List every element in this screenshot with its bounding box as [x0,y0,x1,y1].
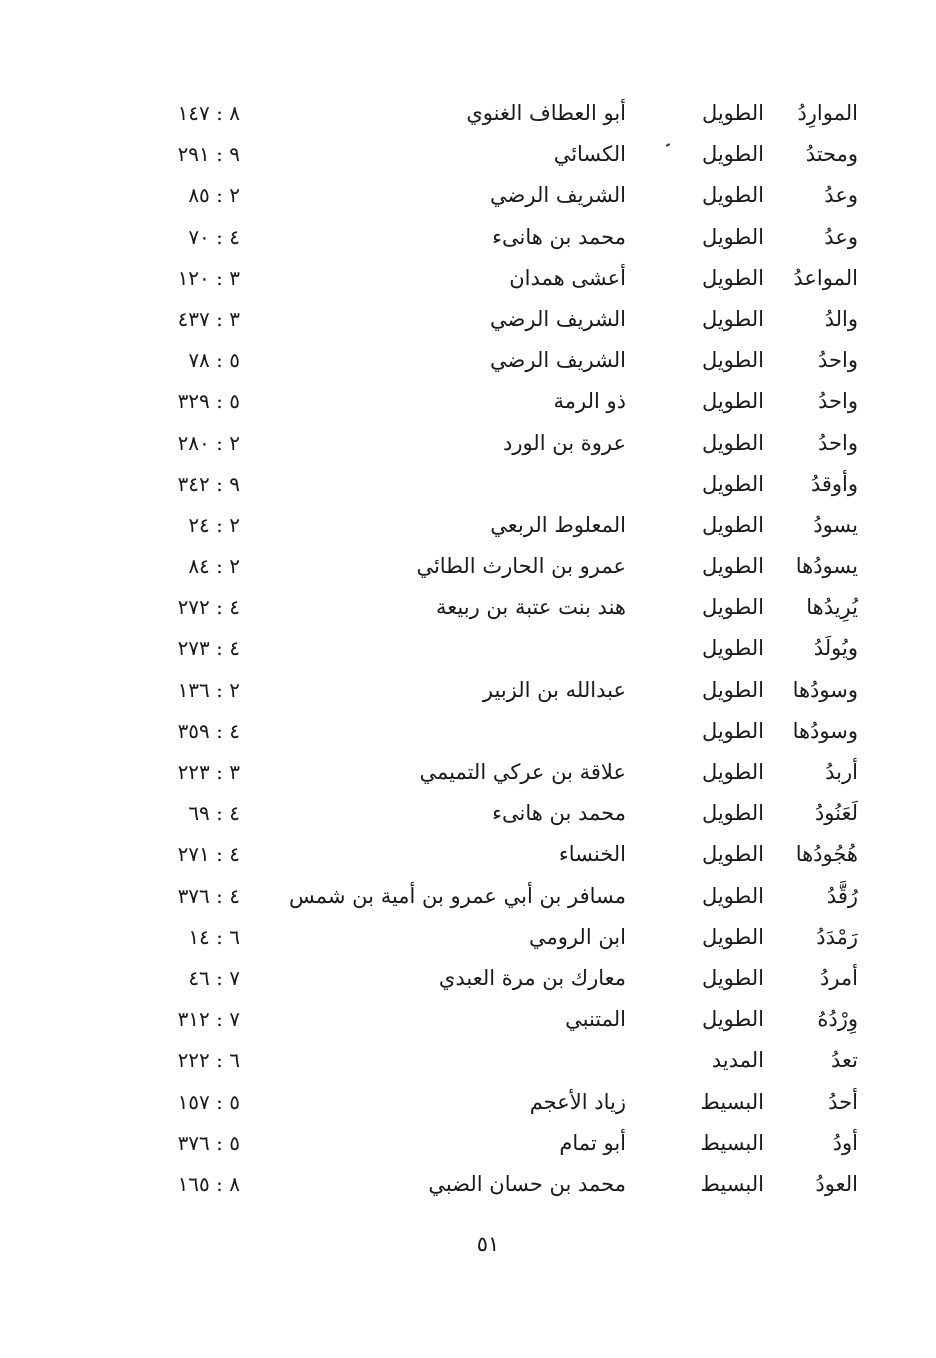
rhyme-word: وسودُها [792,718,858,743]
index-row [0,675,936,716]
poet-name: محمد بن حسان الضبي [428,1171,626,1196]
meter-name: الطويل [701,471,764,496]
rhyme-word: وأوقدُ [810,471,858,496]
rhyme-word: تعدُ [831,1048,858,1073]
meter-name: البسيط [700,1171,764,1196]
rhyme-word: هُجُودُها [795,842,858,867]
index-row [0,1004,936,1045]
poet-name: الشريف الرضي [490,183,626,208]
index-row [0,798,936,839]
rhyme-word: ومحتدُ [805,142,858,167]
volume-page-ref: ٤ : ٣٧٦ [177,883,240,908]
rhyme-word: يسودُ [813,512,858,537]
meter-name: الطويل [701,348,764,373]
rhyme-word: أودُ [832,1130,858,1155]
rhyme-word: وِرْدُهُ [817,1007,858,1032]
volume-page-ref: ٤ : ٣٥٩ [177,718,240,743]
volume-page-ref: ٢ : ٨٥ [188,183,240,208]
index-row [0,139,936,180]
volume-page-ref: ٧ : ٣١٢ [177,1007,240,1032]
volume-page-ref: ٨ : ١٤٧ [177,101,240,125]
meter-name: الطويل [701,389,764,414]
poet-name: المعلوط الربعي [490,512,626,537]
volume-page-ref: ٤ : ٧٠ [188,224,240,249]
rhyme-word: وعدُ [824,183,858,208]
index-row [0,716,936,757]
volume-page-ref: ٢ : ١٣٦ [177,677,240,702]
index-row [0,304,936,345]
page-number: ٥١ [476,1232,500,1256]
volume-page-ref: ٥ : ١٥٧ [177,1089,240,1114]
rhyme-word: يسودُها [795,554,858,579]
meter-name: المديد [711,1048,764,1073]
volume-page-ref: ٦ : ١٤ [188,924,240,949]
index-row [0,1087,936,1128]
poet-name: علاقة بن عركي التميمي [419,760,626,784]
meter-name: الطويل [701,142,764,167]
volume-page-ref: ٤ : ٢٧١ [177,842,240,867]
poet-name: مسافر بن أبي عمرو بن أمية بن شمس [289,883,626,908]
poet-name: معارك بن مرة العبدي [438,965,626,990]
poet-name: أبو تمام [559,1130,626,1155]
index-row [0,551,936,592]
rhyme-word: أربدُ [825,760,858,784]
volume-page-ref: ٧ : ٤٦ [188,965,240,990]
poet-name: عروة بن الورد [502,430,626,455]
meter-name: الطويل [701,224,764,249]
index-row [0,1128,936,1169]
poet-name: أعشى همدان [509,265,626,290]
poet-name: الكسائي [553,142,626,167]
meter-name: الطويل [701,760,764,784]
meter-name: البسيط [700,1089,764,1114]
poet-name: ذو الرمة [553,389,626,414]
index-row [0,963,936,1004]
volume-page-ref: ٣ : ٢٢٣ [177,760,240,784]
index-row [0,263,936,304]
index-row [0,1169,936,1210]
meter-name: الطويل [701,718,764,743]
meter-name: البسيط [700,1130,764,1155]
rhyme-word: المواعدُ [793,265,858,290]
meter-name: الطويل [701,924,764,949]
meter-name: الطويل [701,595,764,620]
rhyme-word: والدُ [824,306,858,331]
volume-page-ref: ٣ : ١٢٠ [177,265,240,290]
poet-name: محمد بن هانىء [492,801,626,826]
meter-name: الطويل [701,965,764,990]
poet-name: الشريف الرضي [490,306,626,331]
index-row [0,469,936,510]
volume-page-ref: ٢ : ٨٤ [188,554,240,579]
meter-name: الطويل [701,512,764,537]
rhyme-word: رُقَّدُ [826,883,858,908]
rhyme-word: وسودُها [792,677,858,702]
volume-page-ref: ٥ : ٣٢٩ [177,389,240,414]
poet-name: عبدالله بن الزبير [482,677,626,702]
rhyme-word: وعدُ [824,224,858,249]
rhyme-word: أمردُ [819,965,858,990]
index-row [0,386,936,427]
index-row [0,633,936,674]
rhyme-word: واحدُ [818,348,858,373]
index-row [0,345,936,386]
meter-name: الطويل [701,183,764,208]
index-row [0,222,936,263]
rhyme-word: لَعَنُودُ [814,801,858,826]
index-row [0,922,936,963]
volume-page-ref: ٩ : ٢٩١ [177,142,240,167]
poet-name: المتنبي [565,1007,626,1032]
poet-name: هند بنت عتبة بن ربيعة [436,595,626,620]
index-row [0,757,936,798]
volume-page-ref: ٢ : ٢٤ [188,512,240,537]
meter-name: الطويل [701,265,764,290]
meter-name: الطويل [701,101,764,125]
meter-name: الطويل [701,677,764,702]
poet-name: زياد الأعجم [529,1089,626,1114]
meter-name: الطويل [701,883,764,908]
index-table [0,98,936,1210]
index-row [0,98,936,139]
index-row [0,592,936,633]
rhyme-word: أحدُ [828,1089,858,1114]
volume-page-ref: ٥ : ٧٨ [188,348,240,373]
volume-page-ref: ٤ : ٢٧٣ [177,636,240,661]
meter-name: الطويل [701,306,764,331]
poet-name: عمرو بن الحارث الطائي [416,554,626,579]
volume-page-ref: ٤ : ٦٩ [188,801,240,826]
rhyme-word: ويُولَدُ [813,636,858,661]
meter-name: الطويل [701,1007,764,1032]
volume-page-ref: ٦ : ٢٢٢ [177,1048,240,1073]
volume-page-ref: ٨ : ١٦٥ [177,1171,240,1196]
volume-page-ref: ٩ : ٣٤٢ [177,471,240,496]
rhyme-word: العودُ [815,1171,858,1196]
meter-name: الطويل [701,842,764,867]
volume-page-ref: ٤ : ٢٧٢ [177,595,240,620]
meter-name: الطويل [701,430,764,455]
poet-name: محمد بن هانىء [492,224,626,249]
poet-name: الشريف الرضي [490,348,626,373]
volume-page-ref: ٢ : ٢٨٠ [177,430,240,455]
index-row [0,1045,936,1086]
meter-name: الطويل [701,801,764,826]
index-row [0,839,936,880]
index-row [0,510,936,551]
rhyme-word: واحدُ [818,430,858,455]
rhyme-word: يُرِيدُها [806,595,858,620]
volume-page-ref: ٥ : ٣٧٦ [177,1130,240,1155]
index-row [0,180,936,221]
index-row [0,881,936,922]
meter-name: الطويل [701,554,764,579]
meter-name: الطويل [701,636,764,661]
poet-name: ابن الرومي [528,924,626,949]
poet-name: الخنساء [558,842,626,867]
poet-name: أبو العطاف الغنوي [466,101,626,125]
rhyme-word: الموارِدُ [797,101,858,125]
volume-page-ref: ٣ : ٤٣٧ [177,306,240,331]
rhyme-word: رَمْدَدُ [816,924,858,949]
rhyme-word: واحدُ [818,389,858,414]
index-row [0,428,936,469]
